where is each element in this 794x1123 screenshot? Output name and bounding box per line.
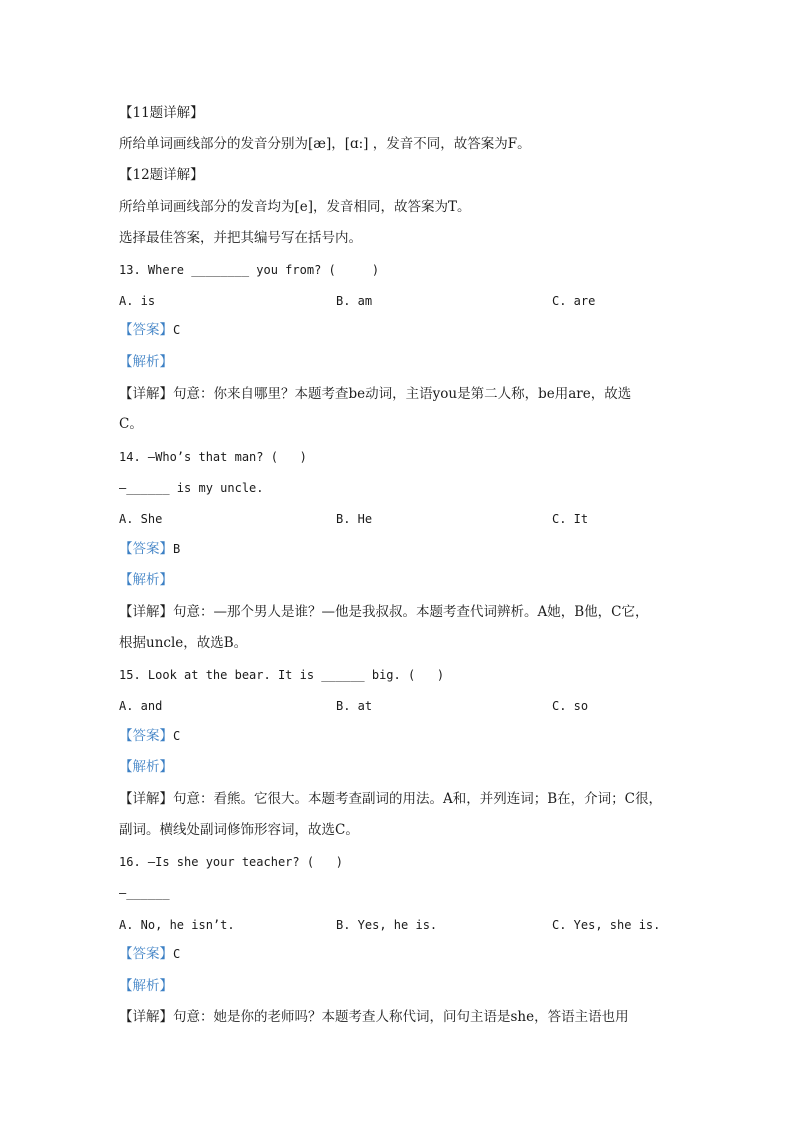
q13-analysis-tag: 【解析】 xyxy=(119,354,173,370)
q13-detail-1 xyxy=(119,385,631,403)
detail-text: 句意：看熊。它很大。本题考查副词的用法。A和，并列连词；B在，介词；C很， xyxy=(173,791,662,807)
question-13-stem: 13. Where ________ you from? ( ) xyxy=(119,263,380,277)
q14-option-c: C. It xyxy=(552,512,589,526)
q16-option-b: B. Yes, he is. xyxy=(336,918,438,932)
q13-option-c: C. are xyxy=(552,294,596,308)
q14-detail-1 xyxy=(119,603,649,621)
q14-answer xyxy=(119,540,180,558)
q13-answer xyxy=(119,321,180,339)
explanation-q11: 所给单词画线部分的发音分别为[æ]，[ɑ:] ，发音不同，故答案为F。 xyxy=(119,136,531,152)
q16-option-a: A. No, he isn’t. xyxy=(119,918,235,932)
q14-option-b: B. He xyxy=(336,512,373,526)
q16-answer xyxy=(119,945,180,963)
q15-answer xyxy=(119,727,180,745)
answer-tag: 【答案】 xyxy=(119,541,173,557)
answer-tag: 【答案】 xyxy=(119,946,173,962)
detail-tag: 【详解】 xyxy=(119,604,173,620)
detail-text: 句意：—那个男人是谁？—他是我叔叔。本题考查代词辨析。A她，B他，C它， xyxy=(173,604,649,620)
question-14-stem-2: —______ is my uncle. xyxy=(119,481,264,495)
answer-value: C xyxy=(173,323,181,337)
q16-analysis-tag: 【解析】 xyxy=(119,978,173,994)
detail-tag: 【详解】 xyxy=(119,1009,173,1025)
q15-option-a: A. and xyxy=(119,699,163,713)
heading-q11: 【11题详解】 xyxy=(119,105,204,121)
detail-tag: 【详解】 xyxy=(119,791,173,807)
answer-tag: 【答案】 xyxy=(119,728,173,744)
q16-option-c: C. Yes, she is. xyxy=(552,918,661,932)
answer-value: B xyxy=(173,542,181,556)
q15-analysis-tag: 【解析】 xyxy=(119,759,173,775)
detail-tag: 【详解】 xyxy=(119,386,173,402)
detail-text: 句意：她是你的老师吗？本题考查人称代词，问句主语是she，答语主语也用 xyxy=(173,1009,629,1025)
q16-detail-1 xyxy=(119,1008,629,1026)
detail-text: 句意：你来自哪里？本题考查be动词，主语you是第二人称，be用are，故选 xyxy=(173,386,632,402)
q15-detail-1 xyxy=(119,790,662,808)
q13-option-a: A. is xyxy=(119,294,156,308)
answer-value: C xyxy=(173,729,181,743)
answer-tag: 【答案】 xyxy=(119,322,173,338)
question-14-stem: 14. —Who’s that man? ( ) xyxy=(119,450,307,464)
q14-option-a: A. She xyxy=(119,512,163,526)
heading-q12: 【12题详解】 xyxy=(119,167,204,183)
question-16-stem-2: —______ xyxy=(119,886,170,900)
q13-detail-2: C。 xyxy=(119,416,143,432)
explanation-q12: 所给单词画线部分的发音均为[e]，发音相同，故答案为T。 xyxy=(119,199,471,215)
q13-option-b: B. am xyxy=(336,294,373,308)
q15-option-b: B. at xyxy=(336,699,373,713)
answer-value: C xyxy=(173,947,181,961)
q15-option-c: C. so xyxy=(552,699,589,713)
q14-analysis-tag: 【解析】 xyxy=(119,572,173,588)
q14-detail-2: 根据uncle，故选B。 xyxy=(119,635,248,651)
q15-detail-2: 副词。横线处副词修饰形容词，故选C。 xyxy=(119,822,359,838)
question-16-stem: 16. —Is she your teacher? ( ) xyxy=(119,855,343,869)
question-15-stem: 15. Look at the bear. It is ______ big. ( ) xyxy=(119,668,445,682)
section-instruction: 选择最佳答案，并把其编号写在括号内。 xyxy=(119,230,362,246)
